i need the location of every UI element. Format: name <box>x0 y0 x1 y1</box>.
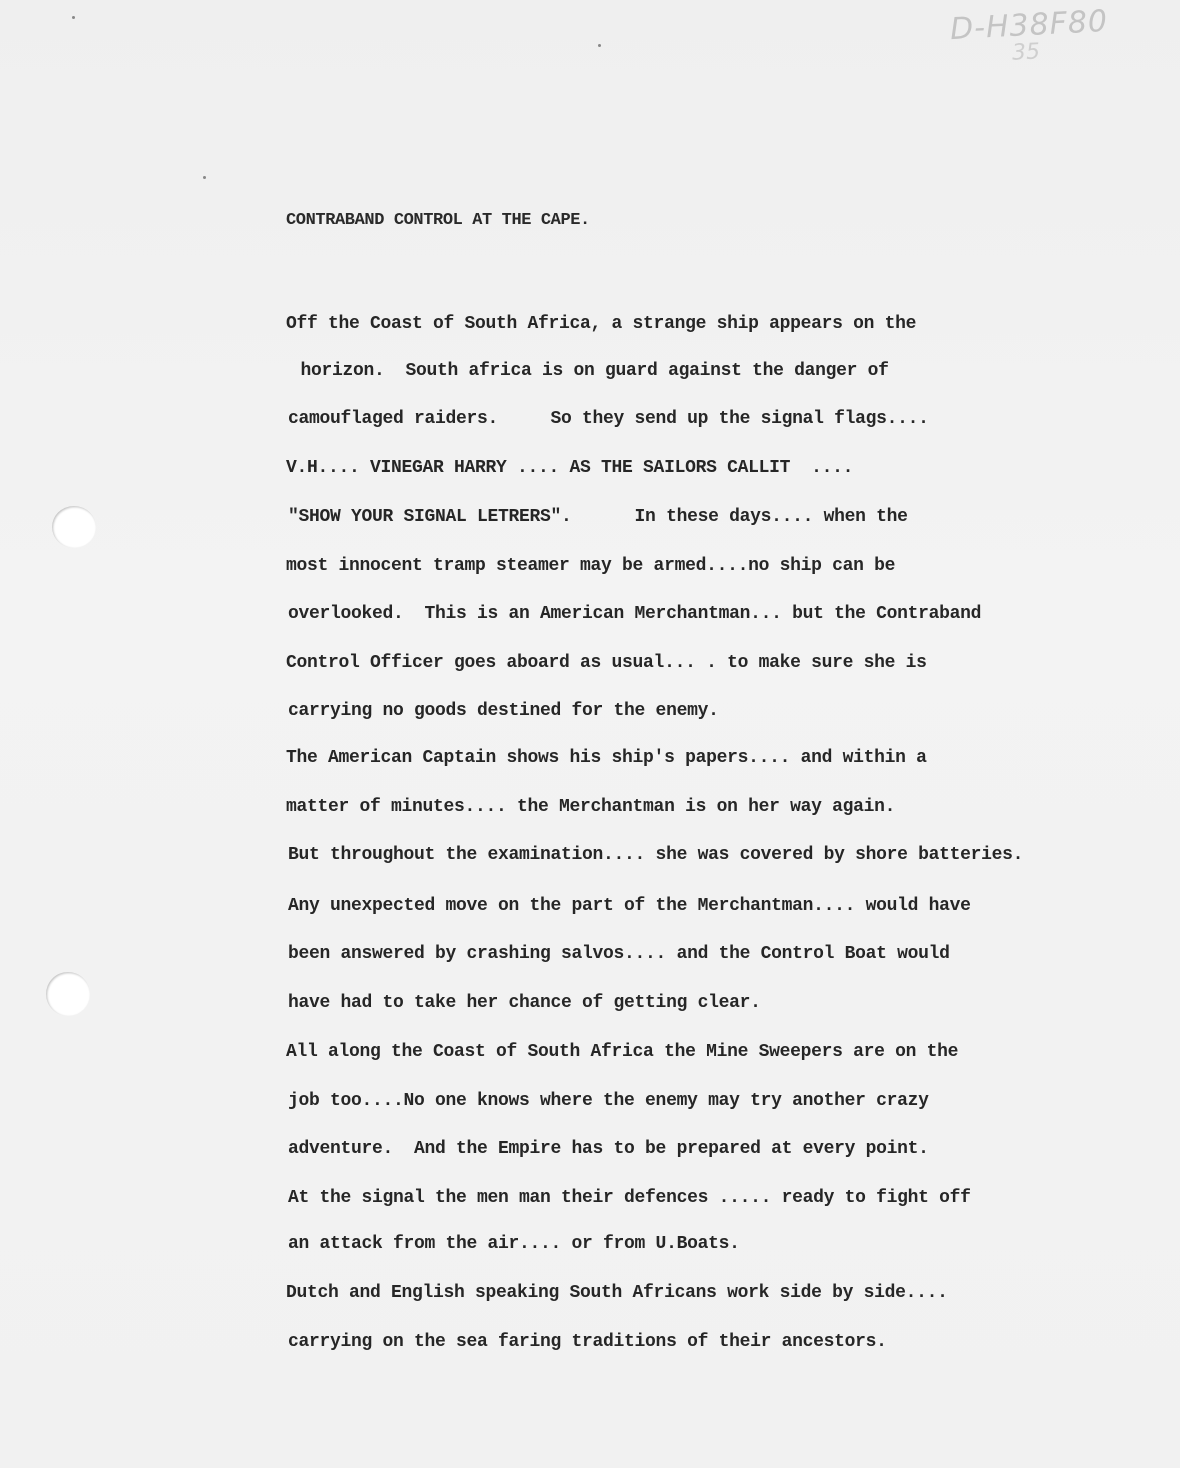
body-line: Any unexpected move on the part of the Merchantman.... would have <box>288 896 971 916</box>
speck <box>598 44 601 47</box>
body-line: job too....No one knows where the enemy may try another crazy <box>288 1091 929 1111</box>
body-line: Dutch and English speaking South Africans work side by side.... <box>286 1283 948 1303</box>
body-line: The American Captain shows his ship's papers.... and within a <box>286 748 927 768</box>
body-line: Control Officer goes aboard as usual... . to make sure she is <box>286 653 927 673</box>
body-line: horizon. South africa is on guard against the danger of <box>290 361 889 381</box>
body-line: camouflaged raiders. So they send up the signal flags.... <box>288 409 929 429</box>
body-line: most innocent tramp steamer may be armed....no ship can be <box>286 556 896 576</box>
body-line: carrying no goods destined for the enemy. <box>288 701 719 721</box>
file-mark-sub: 35 <box>1011 39 1041 66</box>
body-line: been answered by crashing salvos.... and the Control Boat would <box>288 944 950 964</box>
body-line: adventure. And the Empire has to be prepared at every point. <box>288 1139 929 1159</box>
punch-hole <box>52 506 96 548</box>
body-line: matter of minutes.... the Merchantman is on her way again. <box>286 797 896 817</box>
body-line: Off the Coast of South Africa, a strange ship appears on the <box>286 314 917 334</box>
body-line: carrying on the sea faring traditions of their ancestors. <box>288 1332 887 1352</box>
body-line: At the signal the men man their defences ..... ready to fight off <box>288 1188 971 1208</box>
document-title: CONTRABAND CONTROL AT THE CAPE. <box>286 211 590 230</box>
body-line: All along the Coast of South Africa the Mine Sweepers are on the <box>286 1042 959 1062</box>
body-line: But throughout the examination.... she was covered by shore batteries. <box>288 845 1024 865</box>
body-line: overlooked. This is an American Merchantman... but the Contraband <box>288 604 982 624</box>
body-line: V.H.... VINEGAR HARRY .... AS THE SAILORS CALLIT .... <box>286 458 854 478</box>
body-line: "SHOW YOUR SIGNAL LETRERS". In these days.... when the <box>288 507 908 527</box>
body-line: have had to take her chance of getting clear. <box>288 993 761 1013</box>
speck <box>203 176 206 179</box>
speck <box>72 16 75 19</box>
punch-hole <box>46 972 90 1016</box>
body-line: an attack from the air.... or from U.Boats. <box>288 1234 740 1254</box>
file-mark: D-H38F80 <box>949 3 1109 48</box>
